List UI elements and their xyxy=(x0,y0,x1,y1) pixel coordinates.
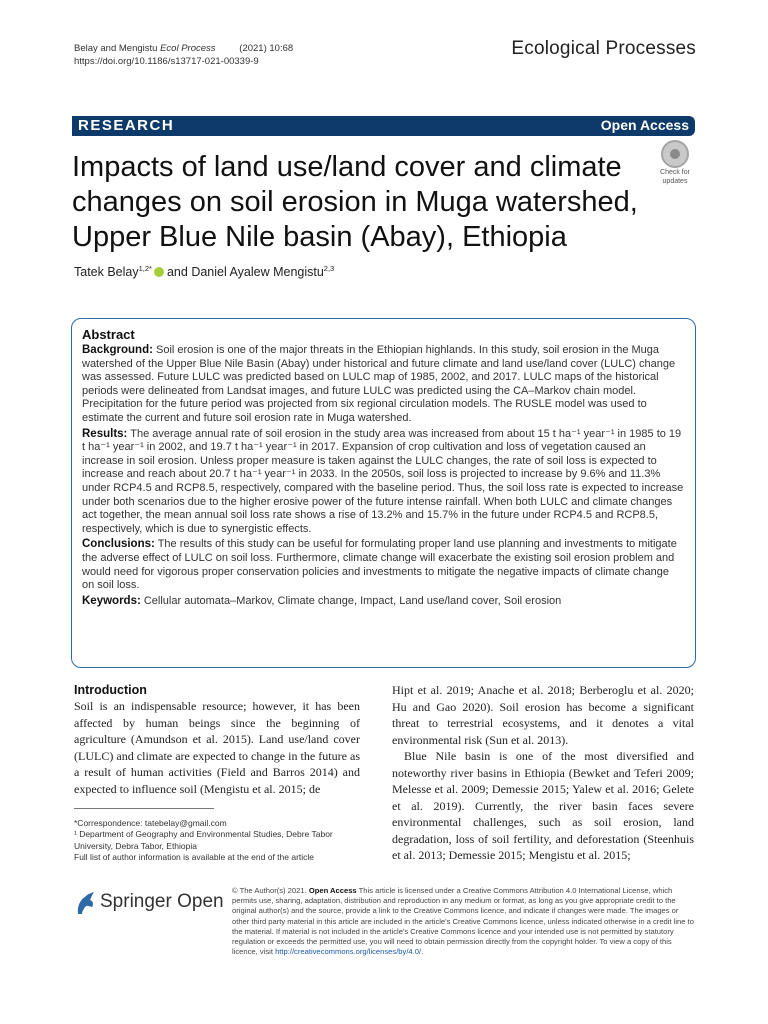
background-label: Background: xyxy=(82,344,153,356)
introduction-right-column xyxy=(392,682,694,864)
abstract-conclusions xyxy=(82,538,684,592)
author-2-name[interactable]: and Daniel Ayalew Mengistu xyxy=(166,265,324,280)
journal-name: Ecological Processes xyxy=(511,38,696,59)
abstract-background xyxy=(82,344,684,426)
author-info-note: Full list of author information is available at the end of the article xyxy=(74,852,315,863)
springer-open-logo[interactable] xyxy=(74,886,224,926)
check-updates-line1: Check for xyxy=(660,169,690,176)
keywords-label: Keywords: xyxy=(82,594,141,607)
license-text xyxy=(232,886,694,957)
citation-year-volume: (2021) 10:68 xyxy=(239,43,294,54)
open-access-label: Open Access xyxy=(600,117,689,133)
affiliation-footnote: ¹ Department of Geography and Environmental Studies, Debre Tabor University, Debra Tabor, Ethiopia xyxy=(74,829,333,851)
footnote-divider xyxy=(74,808,214,809)
author-1-name[interactable]: Tatek Belay xyxy=(74,265,139,280)
orcid-icon[interactable] xyxy=(154,267,164,277)
springer-horse-icon xyxy=(74,890,96,916)
citation-journal: Ecol Process xyxy=(160,43,216,54)
results-label: Results: xyxy=(82,427,128,440)
results-text: The average annual rate of soil erosion in the study area was increased from about 15 t ha⁻¹ year⁻¹ in 1985 to 19 t ha⁻¹ year⁻¹ in 2002, and 19.7 t ha⁻¹ year⁻¹ in 2017. Expansion of crop cultivation and loss of vegetation caused an increase in soil erosion. Unless proper measure is taken against the LULC changes, the rate of soil loss is expected to increase and reach about 20.7 t ha⁻¹ year⁻¹ in 2033. In the 2050s, soil loss is projected to increase by 9.6% and 11.3% under RCP4.5 and RCP8.5, respectively, compared with the baseline period. Thus, the soil loss rate is expected to increase under both scenarios due to the higher erosive power of the future intense rainfall. When both LULC and climate changes act together, the mean annual soil loss rate shows a rise of 13.2% and 15.7% in the future under RCP4.5 and RCP8.5, respectively, which is due to synergistic effects. xyxy=(82,427,684,535)
abstract-box xyxy=(71,318,696,668)
check-for-updates-badge[interactable] xyxy=(654,140,696,185)
introduction-heading: Introduction xyxy=(74,683,147,697)
doi-link[interactable]: https://doi.org/10.1186/s13717-021-00339-9 xyxy=(74,56,259,67)
license-link[interactable]: http://creativecommons.org/licenses/by/4.0/ xyxy=(275,947,422,957)
footnotes xyxy=(74,818,360,864)
section-banner xyxy=(72,116,695,136)
conclusions-label: Conclusions: xyxy=(82,538,155,551)
abstract-heading: Abstract xyxy=(82,327,135,342)
introduction-left-column: Soil is an indispensable resource; however, it has been affected by human beings since the beginning of agriculture (Amundson et al. 2015). Land use/land cover (LULC) and climate are expected to change in the future as a result of human activities (Field and Barros 2014) and expected to influence soil (Mengistu et al. 2015; de xyxy=(74,699,360,796)
keywords-text: Cellular automata–Markov, Climate change, Impact, Land use/land cover, Soil erosion xyxy=(143,594,562,607)
author-2-affiliation: 2,3 xyxy=(323,264,335,273)
introduction-right-para-2: Blue Nile basin is one of the most diversified and noteworthy river basins in Ethiopia (Bewket and Teferi 2009; Melesse et al. 2009; Demessie 2015; Yalew et al. 2016; Gelete et al. 2019). Currently, the river basin faces severe environmental challenges, such as soil erosion, land degradation, loss of soil fertility, and deforestation (Steenhuis et al. 2013; Demessie 2015; Mengistu et al. 2015; xyxy=(392,749,694,862)
introduction-right-para-1: Hipt et al. 2019; Anache et al. 2018; Berberoglu et al. 2020; Hu and Gao 2020). Soil erosion has become a significant threat to terrestrial ecosystems, and it denotes a vital environmental risk (Sun et al. 2013). xyxy=(392,683,694,747)
article-title: Impacts of land use/land cover and climate changes on soil erosion in Muga watershed, Upper Blue Nile basin (Abay), Ethiopia xyxy=(72,151,638,253)
abstract-keywords xyxy=(82,595,684,609)
license-body: This article is licensed under a Creative Commons Attribution 4.0 International License, which permits use, sharing, adaptation, distribution and reproduction in any medium or format, as long as you give appropriate credit to the original author(s) and the source, provide a link to the Creative Commons licence, and indicate if changes were made. The images or other third party material in this article are included in the article's Creative Commons licence, unless indicated otherwise in a credit line to the material. If material is not included in the article's Creative Commons licence and your intended use is not permitted by statutory regulation or exceeds the permitted use, you will need to obtain permission directly from the copyright holder. To view a copy of this licence, visit xyxy=(232,886,694,957)
citation-header xyxy=(74,42,293,68)
license-end: . xyxy=(421,947,424,957)
section-label: RESEARCH xyxy=(78,117,175,134)
author-list xyxy=(74,264,334,279)
citation-authors: Belay and Mengistu xyxy=(74,43,158,54)
background-text: Soil erosion is one of the major threats in the Ethiopian highlands. In this study, soil erosion in the Muga watershed of the Upper Blue Nile Basin (Abay) under historical and future climate and land use/land cover (LULC) change was assessed. Future LULC was predicted based on LULC map of 1985, 2002, and 2017. LULC maps of the historical periods were delineated from Landsat images, and future LULC was predicted using the CA–Markov chain model. Precipitation for the future period was projected from six regional circulation models. The RUSLE model was used to estimate the current and future soil erosion rate in Muga watershed. xyxy=(82,344,676,424)
author-1-affiliation: 1,2* xyxy=(138,264,152,273)
check-updates-icon xyxy=(661,140,689,168)
conclusions-text: The results of this study can be useful for formulating proper land use planning and investments to mitigate the adverse effect of LULC on soil loss. Furthermore, climate change will exacerbate the existing soil erosion problem and would need for vigorous proper conservation policies and investments to mitigate the negative impacts of climate change on soil loss. xyxy=(82,538,677,592)
license-open-access: Open Access xyxy=(308,886,357,895)
license-copyright: © The Author(s) 2021. xyxy=(232,886,307,895)
correspondence-email[interactable]: *Correspondence: tatebelay@gmail.com xyxy=(74,818,227,828)
publisher-name: Springer Open xyxy=(100,891,224,912)
abstract-results xyxy=(82,428,684,537)
check-updates-line2: updates xyxy=(662,178,688,185)
